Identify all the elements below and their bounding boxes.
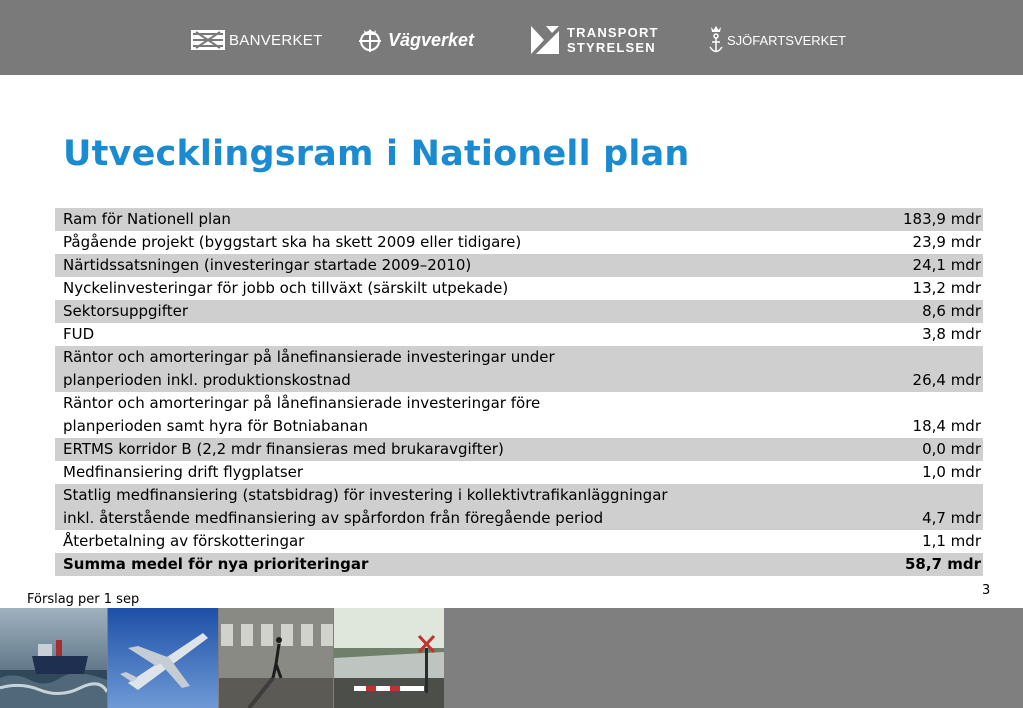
vagverket-crown-icon [356, 26, 384, 54]
row-value: 4,7 mdr [922, 509, 981, 527]
budget-table [55, 208, 983, 576]
table-row [55, 484, 983, 530]
table-row [55, 208, 983, 231]
table-row [55, 300, 983, 323]
row-label: FUD [63, 325, 95, 343]
page-title: Utvecklingsram i Nationell plan [63, 134, 690, 174]
row-value: 1,0 mdr [922, 463, 981, 481]
airplane-photo [108, 608, 218, 708]
table-row [55, 530, 983, 553]
row-value: 23,9 mdr [912, 233, 981, 251]
banverket-logo [191, 20, 323, 60]
row-value: 18,4 mdr [912, 417, 981, 435]
row-value: 24,1 mdr [912, 256, 981, 274]
vagverket-name: Vägverket [388, 29, 475, 50]
row-label: Närtidssatsningen (investeringar startade 2009–2010) [63, 256, 472, 274]
transport-name-line1: TRANSPORT [567, 25, 659, 40]
row-label: Pågående projekt (byggstart ska ha skett 2009 eller tidigare) [63, 233, 522, 251]
table-row [55, 461, 983, 484]
pedestrian-photo [219, 608, 333, 708]
row-label: Räntor och amorteringar på lånefinansierade investeringar före planperioden samt hyra för Botniabanan [63, 394, 541, 435]
table-row [55, 438, 983, 461]
row-value: 183,9 mdr [902, 210, 981, 228]
row-value: 3,8 mdr [922, 325, 981, 343]
table-row [55, 277, 983, 300]
row-label: Ram för Nationell plan [63, 210, 231, 228]
rail-crossing-photo [334, 608, 444, 708]
row-value: 26,4 mdr [912, 371, 981, 389]
page-number: 3 [982, 583, 991, 598]
row-value: 8,6 mdr [922, 302, 981, 320]
vagverket-logo [356, 20, 474, 60]
total-value: 58,7 mdr [905, 555, 981, 573]
row-label: Återbetalning av förskotteringar [63, 532, 305, 550]
row-label: Räntor och amorteringar på lånefinansierade investeringar under planperioden inkl. produktionskostnad [63, 348, 555, 389]
anchor-crown-icon [708, 24, 724, 56]
table-row [55, 323, 983, 346]
table-row [55, 254, 983, 277]
row-label: Statlig medfinansiering (statsbidrag) för investering i kollektivtrafikanläggningar inkl. återstående medfinansiering av spårfordon från föregående period [63, 486, 668, 527]
sjofartsverket-logo [708, 20, 846, 60]
row-label: Medfinansiering drift flygplatser [63, 463, 304, 481]
banverket-name: BANVERKET [229, 31, 323, 49]
transportstyrelsen-logo [530, 20, 659, 60]
transportstyrelsen-emblem-icon [530, 25, 560, 55]
table-total-row [55, 553, 983, 576]
table-row [55, 392, 983, 438]
row-value: 1,1 mdr [922, 532, 981, 550]
ship-photo [0, 608, 107, 708]
row-label: Sektorsuppgifter [63, 302, 189, 320]
banverket-emblem-icon [191, 29, 225, 51]
row-label: ERTMS korridor B (2,2 mdr finansieras med brukaravgifter) [63, 440, 504, 458]
total-label: Summa medel för nya prioriteringar [63, 555, 369, 573]
header-bar [0, 0, 1023, 75]
transport-name-line2: STYRELSEN [567, 40, 656, 55]
table-row [55, 231, 983, 254]
row-label: Nyckelinvesteringar för jobb och tillväxt (särskilt utpekade) [63, 279, 509, 297]
table-row [55, 346, 983, 392]
footnote: Förslag per 1 sep [27, 592, 140, 607]
row-value: 13,2 mdr [912, 279, 981, 297]
sjofartsverket-name: SJÖFARTSVERKET [727, 32, 846, 48]
row-value: 0,0 mdr [922, 440, 981, 458]
